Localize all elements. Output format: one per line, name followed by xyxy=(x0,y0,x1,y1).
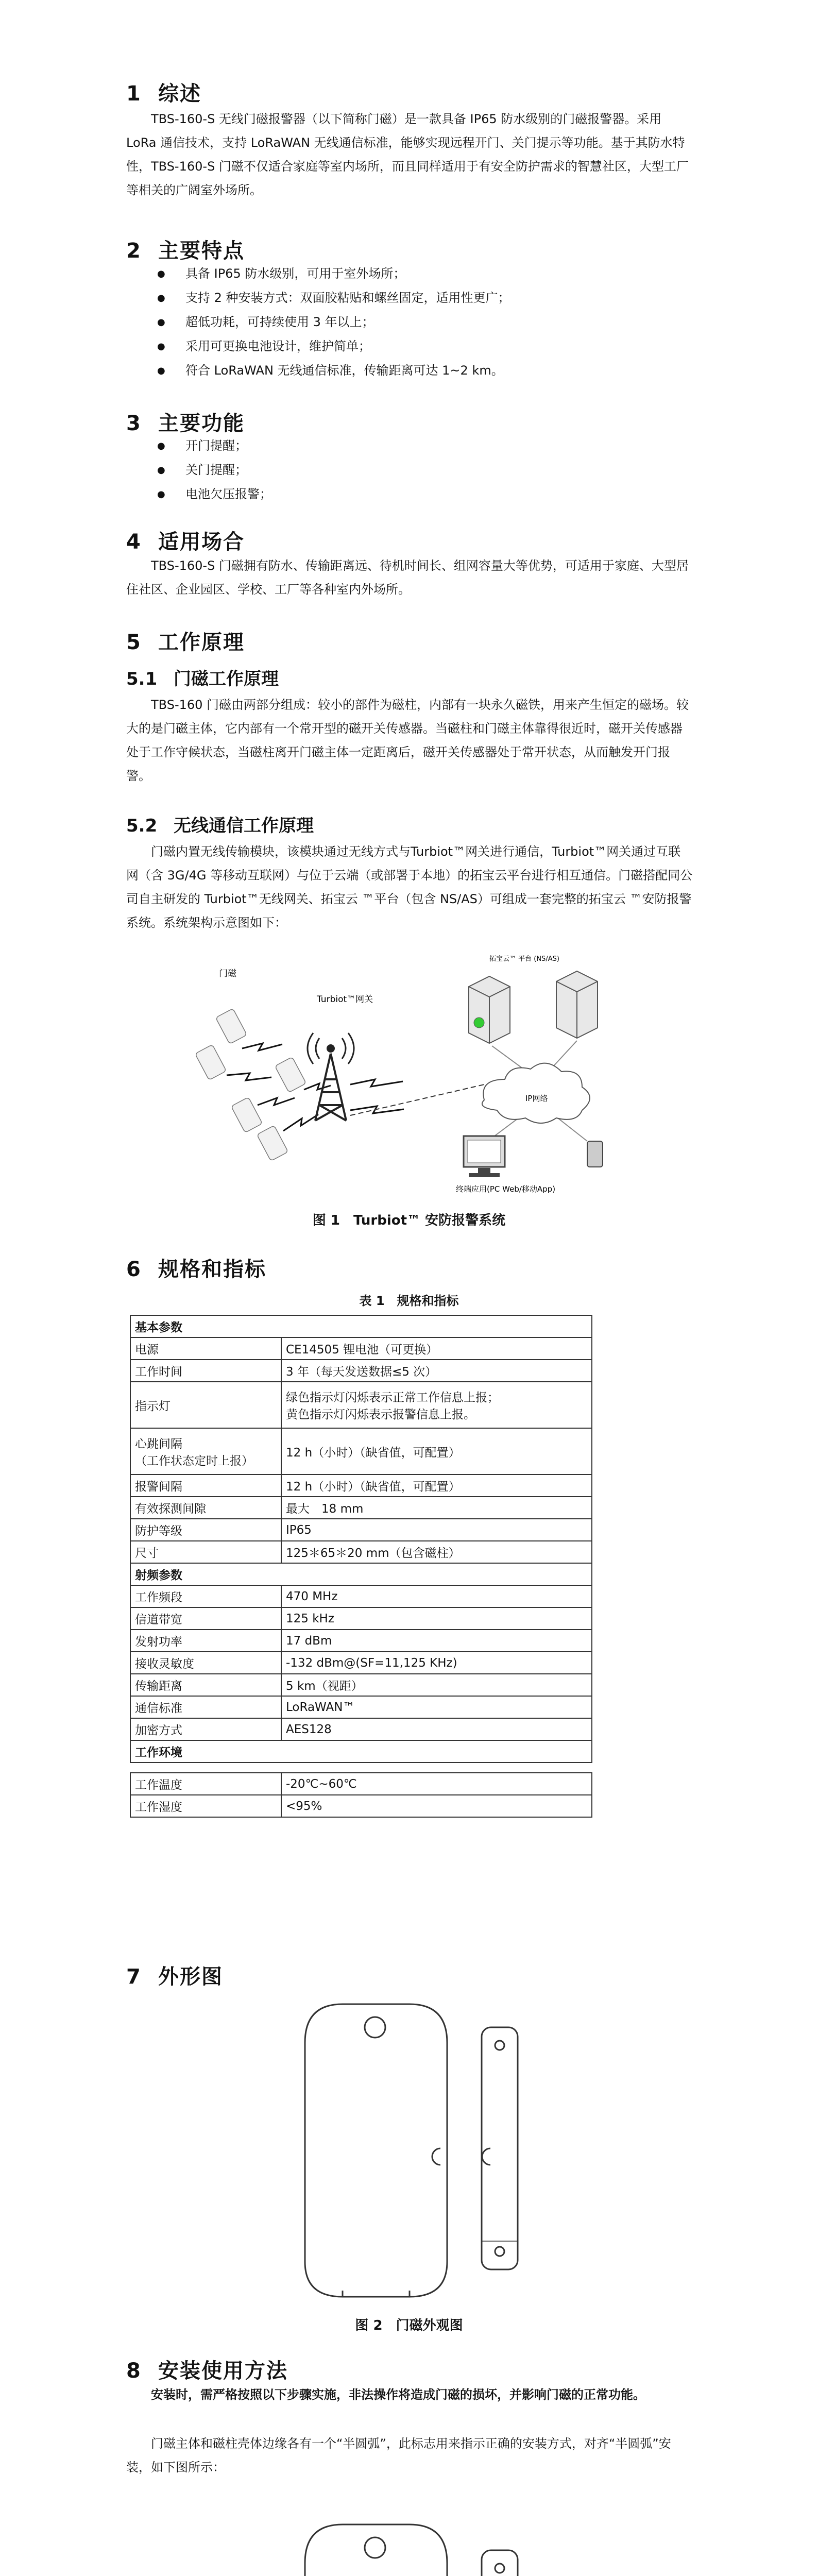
door-sensor-icon xyxy=(216,1008,247,1044)
door-sensor-body xyxy=(305,2524,447,2576)
list-item: ● 超低功耗，可持续使用 3 年以上； xyxy=(157,310,510,334)
doormag-label: 门磁 xyxy=(219,969,236,979)
function-list xyxy=(157,434,272,506)
gateway-network-link xyxy=(350,1084,484,1115)
cloud-icon xyxy=(482,1063,590,1123)
section-heading-4: 4 适用场合 xyxy=(126,530,245,554)
spec-table xyxy=(130,1315,592,1818)
list-item: ● 具备 IP65 防水级别，可用于室外场所； xyxy=(157,262,510,286)
door-sensor-icon xyxy=(275,1057,306,1092)
overview-paragraph: TBS-160-S 无线门磁报警器（以下简称门磁）是一款具备 IP65 防水级别的门磁报警器。采用 LoRa 通信技术，支持 LoRaWAN 无线通信标准，能够实现远程开门、关门提示等功能。基于其防水特性，TBS-160-S 门磁不仅适合家庭等室内场所，而且同样适用于有安全防护需求的智慧社区，大型工厂等相关的广阔室外场所。 xyxy=(126,112,689,197)
list-item: ● 电池欠压报警； xyxy=(157,482,272,506)
table-row: 信道带宽 125 kHz xyxy=(130,1607,592,1630)
section-heading-8: 8 安装使用方法 xyxy=(126,2359,288,2383)
door-sensor-icon xyxy=(196,1044,226,1080)
list-item: ● 关门提醒； xyxy=(157,458,272,482)
table-row: 工作频段 470 MHz xyxy=(130,1585,592,1607)
door-sensor-icons xyxy=(196,1008,306,1161)
system-architecture-diagram xyxy=(196,945,649,1203)
list-item: ● 符合 LoRaWAN 无线通信标准，传输距离可达 1~2 km。 xyxy=(157,359,510,383)
table-section-header: 射频参数 xyxy=(130,1563,592,1585)
ip-network-label: IP网络 xyxy=(525,1094,548,1103)
gateway-tower-icon xyxy=(308,1033,354,1121)
magnet-body xyxy=(482,2550,518,2576)
section-heading-1: 1 综述 xyxy=(126,82,201,106)
section-heading-5: 5 工作原理 xyxy=(126,631,245,654)
section-heading-6: 6 规格和指标 xyxy=(126,1258,266,1281)
wireless-paragraph: 门磁内置无线传输模块，该模块通过无线方式与Turbiot™网关进行通信，Turbiot™网关通过互联网（含 3G/4G 等移动互联网）与位于云端（或部署于本地）的拓宝云平台进行相互通信。门磁搭配同公司自主研发的 Turbiot™无线网关、拓宝云 ™平台（包含 NS/AS）可组成一套完整的拓宝云 ™安防报警系统。系统架构示意图如下： xyxy=(126,844,693,930)
install-warning: 安装时，需严格按照以下步骤实施，非法操作将造成门磁的损坏，并影响门磁的正常功能。 xyxy=(151,2387,645,2402)
door-sensor-icon xyxy=(231,1097,263,1132)
figure-1-caption: 图 1 Turbiot™ 安防报警系统 xyxy=(312,1213,506,1228)
applications-paragraph: TBS-160-S 门磁拥有防水、传输距离远、待机时间长、组网容量大等优势，可适用于家庭、大型居住社区、企业园区、学校、工厂等各种室内外场所。 xyxy=(126,558,689,597)
platform-label: 拓宝云™ 平台 (NS/AS) xyxy=(489,955,559,963)
table-row: 传输距离 5 km（视距） xyxy=(130,1674,592,1696)
table-row: 工作温度 -20℃~60℃ xyxy=(130,1773,592,1795)
section-heading-7: 7 外形图 xyxy=(126,1965,223,1989)
computer-icon xyxy=(464,1136,505,1177)
magnet-body xyxy=(482,2027,518,2269)
feature-list xyxy=(157,262,510,383)
table-row: 尺寸 125＊65＊20 mm（包含磁柱） xyxy=(130,1541,592,1563)
door-sensor-body xyxy=(305,2004,447,2297)
install-paragraph: 门磁主体和磁柱壳体边缘各有一个“半圆弧”，此标志用来指示正确的安装方式，对齐“半圆弧”安装，如下图所示： xyxy=(126,2436,671,2475)
mobile-icon xyxy=(587,1141,603,1167)
table-row: 接收灵敏度 -132 dBm@(SF=11,125 KHz) xyxy=(130,1652,592,1674)
section-heading-5-2: 5.2 无线通信工作原理 xyxy=(126,816,314,836)
device-outline-figure xyxy=(304,1999,546,2303)
table-row: 电源 CE14505 锂电池（可更换） xyxy=(130,1337,592,1360)
installation-figure xyxy=(304,2519,546,2576)
terminal-label: 终端应用(PC Web/移动App) xyxy=(456,1184,556,1194)
table-row: 心跳间隔 （工作状态定时上报） 12 h（小时）（缺省值，可配置） xyxy=(130,1428,592,1475)
table-row: 防护等级 IP65 xyxy=(130,1519,592,1541)
table-row: 通信标准 LoRaWAN™ xyxy=(130,1696,592,1718)
gateway-label: Turbiot™网关 xyxy=(317,994,373,1005)
table-row: 工作湿度 <95% xyxy=(130,1795,592,1817)
section-heading-3: 3 主要功能 xyxy=(126,412,245,435)
figure-2-caption: 图 2 门磁外观图 xyxy=(355,2318,463,2333)
list-item: ● 支持 2 种安装方式：双面胶粘贴和螺丝固定，适用性更广； xyxy=(157,286,510,310)
section-heading-2: 2 主要特点 xyxy=(126,239,245,263)
section-heading-5-1: 5.1 门磁工作原理 xyxy=(126,669,279,689)
table-row: 有效探测间隙 最大 18 mm xyxy=(130,1497,592,1519)
table-1-caption: 表 1 规格和指标 xyxy=(359,1294,459,1308)
table-row: 工作时间 3 年（每天发送数据≤5 次） xyxy=(130,1360,592,1382)
list-item: ● 开门提醒； xyxy=(157,434,272,458)
principle-paragraph: TBS-160 门磁由两部分组成：较小的部件为磁柱，内部有一块永久磁铁，用来产生恒定的磁场。较大的是门磁主体，它内部有一个常开型的磁开关传感器。当磁柱和门磁主体靠得很近时，磁开关传感器处于工作守候状态，当磁柱离开门磁主体一定距离后，磁开关传感器处于常开状态，从而触发开门报警。 xyxy=(126,698,689,783)
table-row: 发射功率 17 dBm xyxy=(130,1630,592,1652)
table-row: 报警间隔 12 h（小时）（缺省值，可配置） xyxy=(130,1475,592,1497)
server-icon xyxy=(556,971,598,1038)
list-item: ● 采用可更换电池设计，维护简单； xyxy=(157,334,510,359)
table-section-header: 工作环境 xyxy=(130,1740,592,1762)
table-section-header: 基本参数 xyxy=(130,1315,592,1337)
server-icon xyxy=(469,976,510,1043)
table-row: 加密方式 AES128 xyxy=(130,1718,592,1740)
table-row: 指示灯 绿色指示灯闪烁表示正常工作信息上报； 黄色指示灯闪烁表示报警信息上报。 xyxy=(130,1382,592,1428)
